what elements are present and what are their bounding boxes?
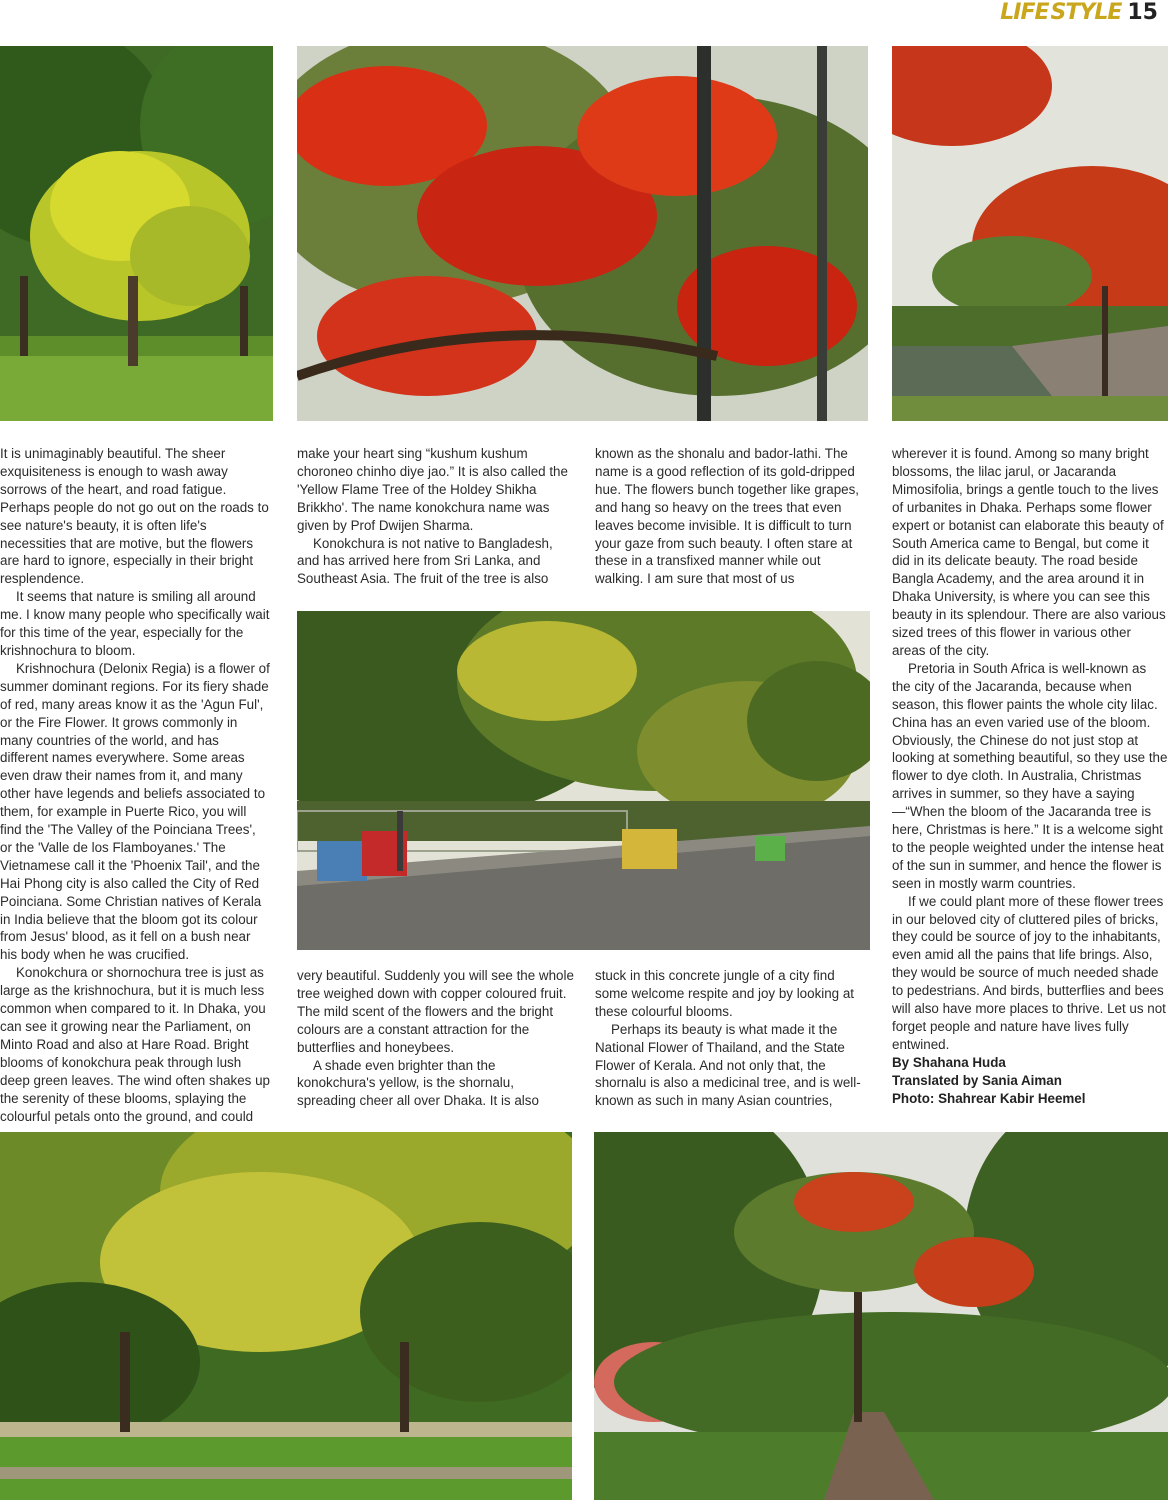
photo-yellow-tree-park [0,46,273,421]
photo-tree-lined-street [297,611,870,950]
section-header [1000,0,1158,26]
paragraph: wherever it is found. Among so many bright blossoms, the lilac jarul, or Jacaranda Mimosifolia, brings a gentle touch to the lives of urbanites in Dhaka. Perhaps some flower expert or botanist can elaborate this beauty of South America came to Bengal, but come it did in its delicate beauty. The road beside Bangla Academy, and the area around it in Dhaka University, is where you can see this beauty in its splendour. There are also various sized trees of this flower in various other areas of the city. [892,446,1166,658]
article-column-2-top [297,445,575,588]
section-name-style: STYLE [1050,0,1122,25]
paragraph: Konokchura is not native to Bangladesh, and has arrived here from Sri Lanka, and Southeast Asia. The fruit of the tree is also [297,535,553,587]
photo-red-krishnochura-closeup [297,46,868,421]
photo-park-yellow-trees [0,1132,572,1500]
paragraph: If we could plant more of these flower trees in our beloved city of cluttered piles of bricks, they could be source of joy to the inhabitants, even amid all the pains that life brings. Also, they would be source of much needed shade to pedestrians. And birds, butterflies and bees will also have more places to thrive. Let us not forget people and nature have lives fully entwined. [892,893,1166,1052]
paragraph: very beautiful. Suddenly you will see the whole tree weighed down with copper coloured fruit. The mild scent of the flowers and the bright colours are a constant attraction for the butterflies and honeybees. [297,968,574,1055]
photo-red-trees-lakeside [892,46,1168,421]
paragraph: Konokchura or shornochura tree is just as large as the krishnochura, but it is much less common when compared to it. In Dhaka, you can see it growing near the Parliament, on Minto Road and also at Hare Road. Bright blooms of konokchura peak through lush deep green leaves. The wind often shakes up the serenity of these blooms, splaying the colourful petals onto the ground, and could [0,965,270,1124]
article-column-4 [892,445,1168,1108]
paragraph: Perhaps its beauty is what made it the National Flower of Thailand, and the State Flower of Kerala. And not only that, the shornalu is also a medicinal tree, and is well-known as such in many Asian countries, [595,1021,861,1109]
page-number: 15 [1127,0,1158,25]
photo-park-path-red-trees [594,1132,1168,1500]
paragraph: known as the shonalu and bador-lathi. The name is a good reflection of its gold-dripped hue. The flowers bunch together like grapes, and hang so heavy on the trees that even leaves become invisible. It is difficult to turn your gaze from such beauty. I often stare at these in a transfixed manner while out walking. I am sure that most of us [595,446,860,587]
paragraph: A shade even brighter than the konokchura's yellow, is the shornalu, spreading cheer all over Dhaka. It is also [297,1057,539,1109]
paragraph: It seems that nature is smiling all around me. I know many people who specifically wait for this time of the year, especially for the krishnochura to bloom. [0,589,270,658]
article-column-2-bottom [297,967,575,1110]
paragraph: Pretoria in South Africa is well-known as the city of the Jacaranda, because when season, this flower paints the whole city lilac. China has an even varied use of the bloom. Obviously, the Chinese do not just stop at looking at something beautiful, so they use the flower to dye cloth. In Australia, Christmas arrives in summer, so they have a saying—“When the bloom of the Jacaranda tree is here, Christmas is here.” It is a welcome sight to the people weighted under the intense heat of the sun in summer, and hence the flower is seen in mostly warm countries. [892,660,1168,891]
paragraph: It is unimaginably beautiful. The sheer exquisiteness is enough to wash away sorrows of the heart, and road fatigue. Perhaps people do not go out on the roads to see nature's beauty, it is often life's necessities that are motive, but the flowers are hard to ignore, especially in their bright resplendence. [0,446,269,587]
paragraph: stuck in this concrete jungle of a city find some welcome respite and joy by looking at these colourful blooms. [595,968,855,1019]
translator-credit: Translated by Sania Aiman [892,1072,1062,1088]
section-name-life: LIFE [1000,0,1049,25]
photo-credit: Photo: Shahrear Kabir Heemel [892,1090,1086,1106]
author-credit: By Shahana Huda [892,1054,1006,1070]
article-column-3-bottom [595,967,870,1110]
article-column-3-top [595,445,870,588]
paragraph: Krishnochura (Delonix Regia) is a flower of summer dominant regions. For its fiery shade of red, many areas know it as the 'Agun Ful', or the Fire Flower. It grows commonly in many countries of the world, and has different names everywhere. Some areas even draw their names from it, and many other have legends and beliefs associated to them, for example in Puerte Rico, you will find the 'The Valley of the Poinciana Trees', or the 'Valle de los Flamboyanes.' The Vietnamese call it the 'Phoenix Tail', and the Hai Phong city is also called the City of Red Poinciana. Some Christian natives of Kerala in India believe that the bloom got its colour from Jesus' blood, as it fell on a bush near his body when he was crucified. [0,660,270,963]
article-column-1-top [0,445,270,1125]
paragraph: make your heart sing “kushum kushum choroneo chinho diye jao.” It is also called the 'Yellow Flame Tree of the Holdey Shikha Brikkho'. The name konokchura name was given by Prof Dwijen Sharma. [297,446,568,533]
